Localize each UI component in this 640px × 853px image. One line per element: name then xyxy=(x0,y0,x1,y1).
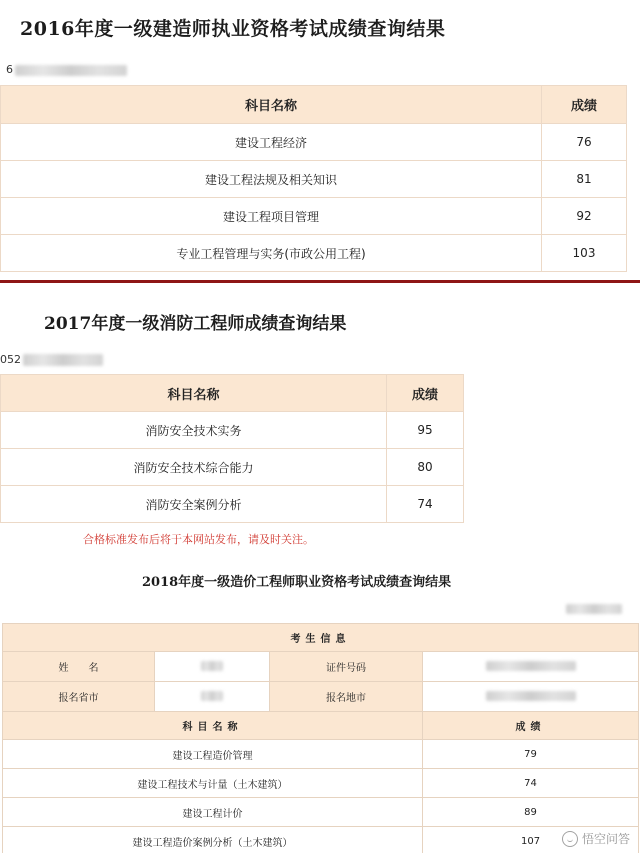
subject-cell: 建设工程计价 xyxy=(3,798,423,827)
score-cell: 95 xyxy=(387,412,464,449)
table-row xyxy=(1,235,627,272)
redacted-id xyxy=(566,604,622,614)
table-row xyxy=(1,198,627,235)
section-2017-id xyxy=(0,353,103,366)
watermark-text: 悟空问答 xyxy=(581,832,630,846)
score-cell: 76 xyxy=(542,124,627,161)
section-2017-title: 2017年度一级消防工程师成绩查询结果 xyxy=(44,314,347,334)
info-row xyxy=(3,652,639,682)
subject-cell: 消防安全案例分析 xyxy=(1,486,387,523)
header-subject: 科目名称 xyxy=(1,375,387,412)
score-table-2016 xyxy=(0,85,627,272)
score-cell: 79 xyxy=(423,740,639,769)
table-row xyxy=(3,740,639,769)
redacted-id xyxy=(15,65,127,76)
table-header-row xyxy=(1,86,627,124)
table-row xyxy=(1,161,627,198)
section-2018-title: 2018年度一级造价工程师职业资格考试成绩查询结果 xyxy=(142,575,452,590)
table-row xyxy=(3,798,639,827)
info-row xyxy=(3,682,639,712)
header-score: 成绩 xyxy=(387,375,464,412)
table-row xyxy=(1,124,627,161)
cert-label: 证件号码 xyxy=(270,652,423,682)
subject-cell: 消防安全技术实务 xyxy=(1,412,387,449)
subject-cell: 建设工程造价管理 xyxy=(3,740,423,769)
section-2016-id xyxy=(6,63,127,76)
section-2016-title: 2016年度一级建造师执业资格考试成绩查询结果 xyxy=(20,18,446,40)
table-row xyxy=(1,412,464,449)
subject-cell: 建设工程技术与计量（土木建筑） xyxy=(3,769,423,798)
city-label: 报名地市 xyxy=(270,682,423,712)
score-cell: 103 xyxy=(542,235,627,272)
score-cell: 74 xyxy=(387,486,464,523)
score-cell: 80 xyxy=(387,449,464,486)
name-value xyxy=(155,652,270,682)
table-row xyxy=(3,769,639,798)
redacted-id xyxy=(23,354,103,366)
info-header: 考生信息 xyxy=(3,624,639,652)
header-subject: 科目名称 xyxy=(3,712,423,740)
notice-text: 合格标准发布后将于本网站发布，请及时关注。 xyxy=(83,533,314,546)
section-2016 xyxy=(0,0,640,283)
section-2018-id xyxy=(566,604,622,615)
redacted-province xyxy=(201,691,223,701)
redacted-city xyxy=(486,691,576,701)
redacted-cert xyxy=(486,661,576,671)
subject-cell: 专业工程管理与实务(市政公用工程) xyxy=(1,235,542,272)
province-label: 报名省市 xyxy=(3,682,155,712)
subject-cell: 建设工程造价案例分析（土木建筑） xyxy=(3,827,423,853)
cert-value xyxy=(423,652,639,682)
section-2017 xyxy=(0,283,640,563)
province-value xyxy=(155,682,270,712)
subject-cell: 建设工程法规及相关知识 xyxy=(1,161,542,198)
section-2017-id-prefix: 052 xyxy=(0,353,21,366)
city-value xyxy=(423,682,639,712)
score-cell: 74 xyxy=(423,769,639,798)
watermark xyxy=(562,830,630,847)
score-cell: 107 xyxy=(423,827,639,853)
section-2018 xyxy=(0,563,640,853)
header-score: 成绩 xyxy=(423,712,639,740)
table-row xyxy=(1,486,464,523)
table-row xyxy=(3,827,639,853)
header-score: 成绩 xyxy=(542,86,627,124)
subject-cell: 建设工程经济 xyxy=(1,124,542,161)
score-cell: 92 xyxy=(542,198,627,235)
score-table-2017 xyxy=(0,374,464,523)
redacted-name xyxy=(201,661,223,671)
table-row xyxy=(1,449,464,486)
name-label: 姓 名 xyxy=(3,652,155,682)
header-subject: 科目名称 xyxy=(1,86,542,124)
subject-cell: 消防安全技术综合能力 xyxy=(1,449,387,486)
table-header-row xyxy=(3,712,639,740)
wukong-icon xyxy=(562,831,578,847)
table-header-row xyxy=(1,375,464,412)
info-header-row xyxy=(3,624,639,652)
subject-cell: 建设工程项目管理 xyxy=(1,198,542,235)
score-table-2018 xyxy=(2,623,639,853)
section-2016-id-prefix: 6 xyxy=(6,63,13,76)
score-cell: 89 xyxy=(423,798,639,827)
score-cell: 81 xyxy=(542,161,627,198)
